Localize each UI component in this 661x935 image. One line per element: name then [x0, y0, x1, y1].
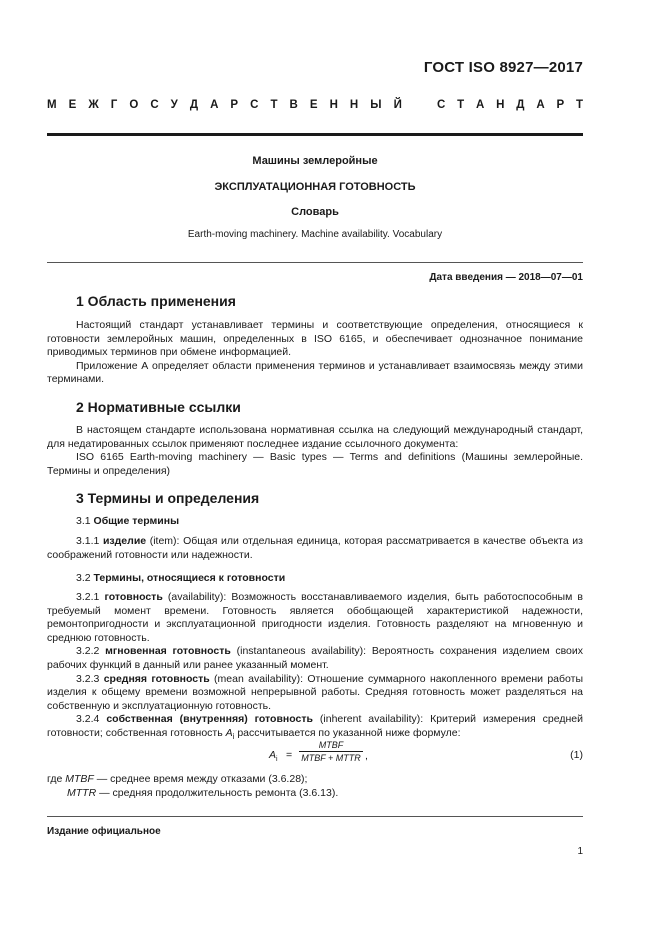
banner-letter: Д [516, 99, 525, 111]
header-rule [47, 133, 583, 136]
terms-3-2 [47, 591, 583, 744]
banner-letter: С [250, 99, 259, 111]
term-3-2-2-term: мгновенная готовность [105, 645, 231, 658]
legend-prefix: где [47, 773, 66, 785]
legend-mtbf-symbol: MTBF [65, 773, 94, 785]
term-3-1-1-definition: (item): Общая или отдельная единица, которая рассматривается в качестве объекта из соображений готовности или надежности. [47, 535, 583, 561]
formula-lhs-subscript: i [276, 756, 278, 764]
banner-letter: Е [68, 99, 77, 111]
banner-letter: С [437, 99, 446, 111]
banner-letter: О [129, 99, 139, 111]
term-3-2-1-definition: (availability): Возможность восстанавливаемого изделия, быть работоспособным в требуемый момент времени. Готовность является обобщающей характеристикой надежности, ремонтопригодности и эксплуатационной пригодности изделия. Готовность разделяют на мгновенную и среднюю готовность. [47, 591, 583, 644]
banner-letter: Р [556, 99, 565, 111]
banner-letter: М [47, 99, 57, 111]
subsection-3-1-number: 3.1 [76, 515, 91, 527]
subsection-3-1 [47, 515, 583, 529]
banner-letter: У [170, 99, 178, 111]
legend-mtbf-text: — среднее время между отказами (3.6.28); [93, 773, 308, 785]
section-1-heading: 1 Область применения [76, 293, 236, 309]
title-line-2: ЭКСПЛУАТАЦИОННАЯ ГОТОВНОСТЬ [214, 181, 416, 193]
banner-word-interstate [47, 99, 402, 111]
section-3-heading: 3 Термины и определения [76, 490, 260, 506]
footer-rule [47, 816, 583, 817]
section-1-paragraph-2: Приложение А определяет области применения терминов и устанавливает взаимосвязь между этими терминами. [47, 359, 583, 386]
term-3-2-1-term: готовность [104, 591, 163, 603]
title-divider [47, 262, 583, 263]
term-3-2-2-definition: (instantaneous availability): Вероятность сохранения изделием своих рабочих функций в данный или ранее указанный момент. [47, 645, 584, 671]
banner-letter: Е [309, 99, 318, 111]
formula-legend [47, 773, 583, 800]
section-1-paragraph-1: Настоящий стандарт устанавливает термины и соответствующие определения, относящиеся к готовности землеройных машин, определенных в ISO 6165, и обеспечивает однозначное понимание приводимых терминов при обмене информацией. [47, 319, 583, 359]
term-3-2-4-variable-subscript: i [232, 732, 235, 742]
term-3-2-3-number: 3.2.3 [76, 672, 100, 685]
formula-equals: = [286, 749, 293, 761]
section-1-body [47, 319, 583, 387]
banner-letter: Д [189, 99, 199, 111]
term-3-2-3-term: средняя готовность [103, 672, 210, 685]
formula-number: (1) [570, 749, 583, 761]
subsection-3-2-number: 3.2 [76, 572, 91, 584]
term-3-2-4-variable: A [225, 726, 233, 739]
banner-letter: С [150, 99, 159, 111]
title-english: Earth-moving machinery. Machine availability. Vocabulary [187, 229, 443, 240]
formula-comma: , [365, 750, 368, 762]
legend-mttr-symbol: MTTR [67, 786, 97, 799]
formula-numerator: MTBF [299, 740, 363, 752]
legend-mtbf [47, 773, 583, 787]
official-edition-label: Издание официальное [47, 826, 161, 837]
banner-letter: А [476, 99, 485, 111]
term-3-2-4-term: собственная (внутренняя) готовность [106, 713, 313, 726]
introduction-date: Дата введения — 2018—07—01 [429, 272, 583, 283]
page-number: 1 [577, 846, 583, 857]
banner-letter: Ы [370, 99, 382, 111]
banner-letter: Т [270, 99, 278, 111]
term-3-2-3-definition: (mean availability): Отношение суммарного накопленного времени работы изделия к общему времени возможной непрерывной работы. Средняя готовность может разделяться на собственную и эксплуатационную готовность. [47, 672, 583, 712]
banner-letter: А [536, 99, 545, 111]
banner-letter: Н [349, 99, 359, 111]
banner-letter: В [289, 99, 298, 111]
interstate-standard-banner [47, 99, 583, 111]
formula-lhs-symbol: A [269, 749, 277, 761]
term-3-2-1 [47, 591, 583, 645]
title-line-1: Машины землеройные [252, 155, 378, 167]
legend-mttr-text: — средняя продолжительность ремонта (3.6.13). [96, 786, 339, 799]
banner-letter: Ж [88, 99, 99, 111]
standard-id: ГОСТ ISO 8927—2017 [423, 59, 583, 76]
formula-denominator: MTBF + MTTR [301, 753, 361, 763]
banner-letter: Р [230, 99, 239, 111]
term-3-2-4-definition-b: рассчитывается по указанной ниже формуле: [234, 726, 461, 739]
banner-letter: Т [457, 99, 465, 111]
term-3-1-1-number: 3.1.1 [76, 535, 100, 547]
term-3-1-1 [47, 535, 583, 562]
section-2-paragraph-1: В настоящем стандарте использована нормативная ссылка на следующий международный стандарт, для недатированных ссылок применяют последнее издание ссылочного документа: [47, 424, 583, 450]
term-3-1-1-term: изделие [102, 535, 147, 547]
section-2-paragraph-2: ISO 6165 Earth-moving machinery — Basic types — Terms and definitions (Машины землеройные. Термины и определения) [47, 451, 583, 477]
legend-mttr [47, 787, 583, 801]
term-3-2-3 [47, 673, 583, 714]
banner-letter: Г [110, 99, 118, 111]
term-3-2-4-number: 3.2.4 [76, 713, 100, 726]
banner-letter: Й [393, 99, 402, 111]
subsection-3-2 [47, 572, 583, 586]
term-3-2-2-number: 3.2.2 [76, 645, 100, 658]
banner-word-standard [437, 99, 583, 111]
term-3-2-4-definition-a: (inherent availability): Критерий измерения средней готовности; собственная готовность [47, 713, 583, 739]
banner-letter: Н [496, 99, 505, 111]
term-3-2-2 [47, 645, 583, 672]
banner-letter: А [210, 99, 219, 111]
section-2-heading: 2 Нормативные ссылки [76, 399, 241, 415]
title-line-3: Словарь [291, 206, 339, 218]
formula-lhs [269, 749, 278, 763]
term-3-2-1-number: 3.2.1 [76, 591, 100, 603]
banner-letter: Т [575, 99, 583, 111]
formula-fraction [299, 740, 363, 763]
section-2-body [47, 424, 583, 478]
availability-formula [47, 740, 583, 770]
banner-letter: Н [329, 99, 338, 111]
subsection-3-2-title: Термины, относящиеся к готовности [93, 572, 286, 584]
subsection-3-1-title: Общие термины [93, 515, 180, 527]
